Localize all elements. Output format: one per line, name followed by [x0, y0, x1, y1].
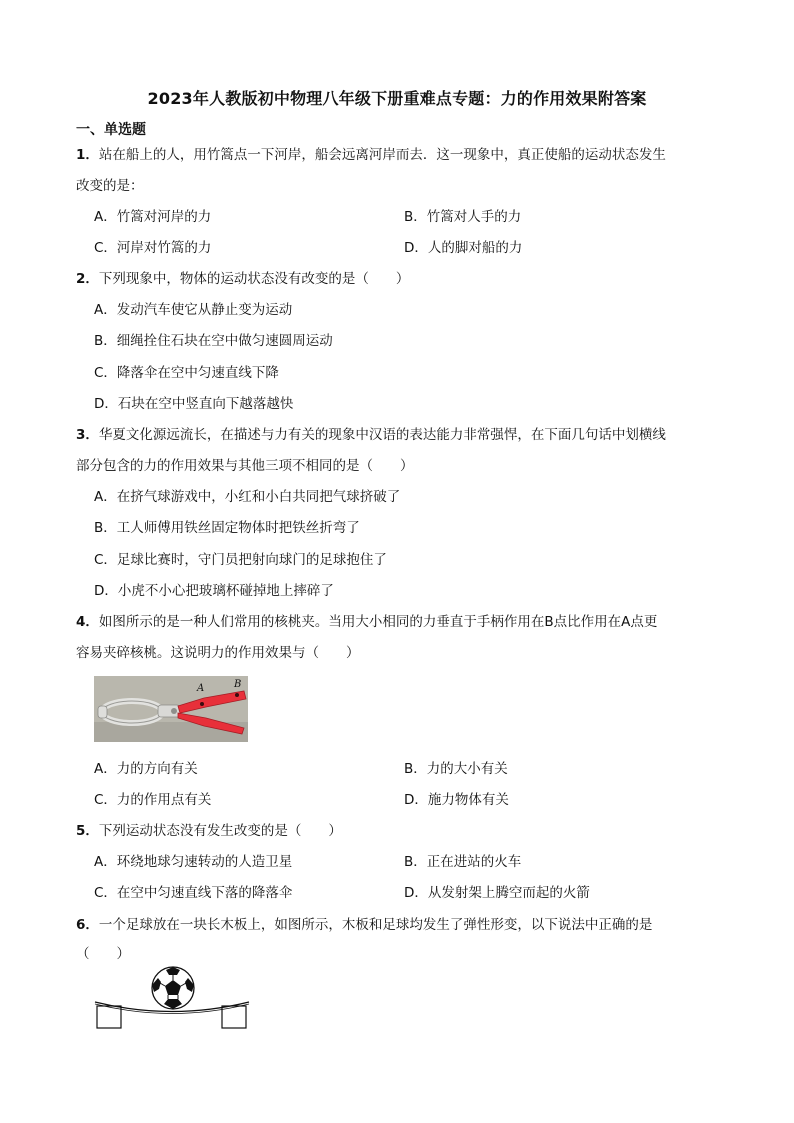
- question-4: [76, 613, 657, 631]
- option-c: C．足球比赛时，守门员把射向球门的足球抱住了: [94, 552, 387, 568]
- option-b: B．正在进站的火车: [404, 854, 522, 870]
- document-title: 2023年人教版初中物理八年级下册重难点专题：力的作用效果附答案: [147, 89, 647, 108]
- option-d: D．施力物体有关: [404, 792, 509, 808]
- question-text: 一个足球放在一块长木板上，如图所示，木板和足球均发生了弹性形变，以下说法中正确的是: [98, 917, 653, 933]
- question-text: 站在船上的人，用竹篙点一下河岸，船会远离河岸而去．这一现象中，真正使船的运动状态发生: [98, 147, 666, 163]
- option-b: B．竹篙对人手的力: [404, 209, 522, 225]
- point-a-label: A: [197, 683, 205, 694]
- option-c: C．降落伞在空中匀速直线下降: [94, 365, 279, 381]
- football-icon: [152, 967, 194, 1009]
- option-d: D．人的脚对船的力: [404, 240, 523, 256]
- question-text: 华夏文化源远流长，在描述与力有关的现象中汉语的表达能力非常强悍，在下面几句话中划横线: [98, 427, 666, 443]
- question-text-continued: 部分包含的力的作用效果与其他三项不相同的是（ ）: [76, 458, 414, 474]
- option-b: B．力的大小有关: [404, 761, 508, 777]
- option-d: D．从发射架上腾空而起的火箭: [404, 885, 590, 901]
- question-text-continued: （ ）: [76, 946, 130, 962]
- option-b: B．细绳拴住石块在空中做匀速圆周运动: [94, 333, 333, 349]
- option-b: B．工人师傅用铁丝固定物体时把铁丝折弯了: [94, 520, 360, 536]
- option-d: D．石块在空中竖直向下越落越快: [94, 396, 294, 412]
- question-number: 2．: [76, 271, 99, 287]
- question-number: 6．: [76, 917, 99, 933]
- question-6: [76, 916, 652, 934]
- point-b-label: B: [234, 679, 242, 690]
- question-5: [76, 822, 342, 840]
- question-text: 下列现象中，物体的运动状态没有改变的是（ ）: [98, 271, 410, 287]
- question-number: 4．: [76, 614, 99, 630]
- option-a: A．环绕地球匀速转动的人造卫星: [94, 854, 293, 870]
- question-number: 1．: [76, 147, 99, 163]
- question-2: [76, 270, 409, 288]
- nutcracker-figure: [94, 676, 248, 742]
- section-heading: 一、单选题: [76, 122, 146, 138]
- option-a: A．发动汽车使它从静止变为运动: [94, 302, 293, 318]
- left-support: [97, 1006, 121, 1028]
- question-text: 如图所示的是一种人们常用的核桃夹。当用大小相同的力垂直于手柄作用在B点比作用在A点更: [98, 614, 658, 630]
- option-a: A．竹篙对河岸的力: [94, 209, 212, 225]
- football-board-figure: [94, 966, 250, 1034]
- question-text-continued: 容易夹碎核桃。这说明力的作用效果与（ ）: [76, 645, 360, 661]
- option-c: C．河岸对竹篙的力: [94, 240, 212, 256]
- question-number: 3．: [76, 427, 99, 443]
- option-a: A．力的方向有关: [94, 761, 198, 777]
- question-number: 5．: [76, 823, 99, 839]
- question-1: [76, 146, 666, 164]
- option-d: D．小虎不小心把玻璃杯碰掉地上摔碎了: [94, 583, 334, 599]
- question-text: 下列运动状态没有发生改变的是（ ）: [98, 823, 342, 839]
- option-c: C．在空中匀速直线下落的降落伞: [94, 885, 293, 901]
- option-a: A．在挤气球游戏中，小红和小白共同把气球挤破了: [94, 489, 401, 505]
- option-c: C．力的作用点有关: [94, 792, 212, 808]
- question-text-continued: 改变的是：: [76, 178, 144, 194]
- question-3: [76, 426, 666, 444]
